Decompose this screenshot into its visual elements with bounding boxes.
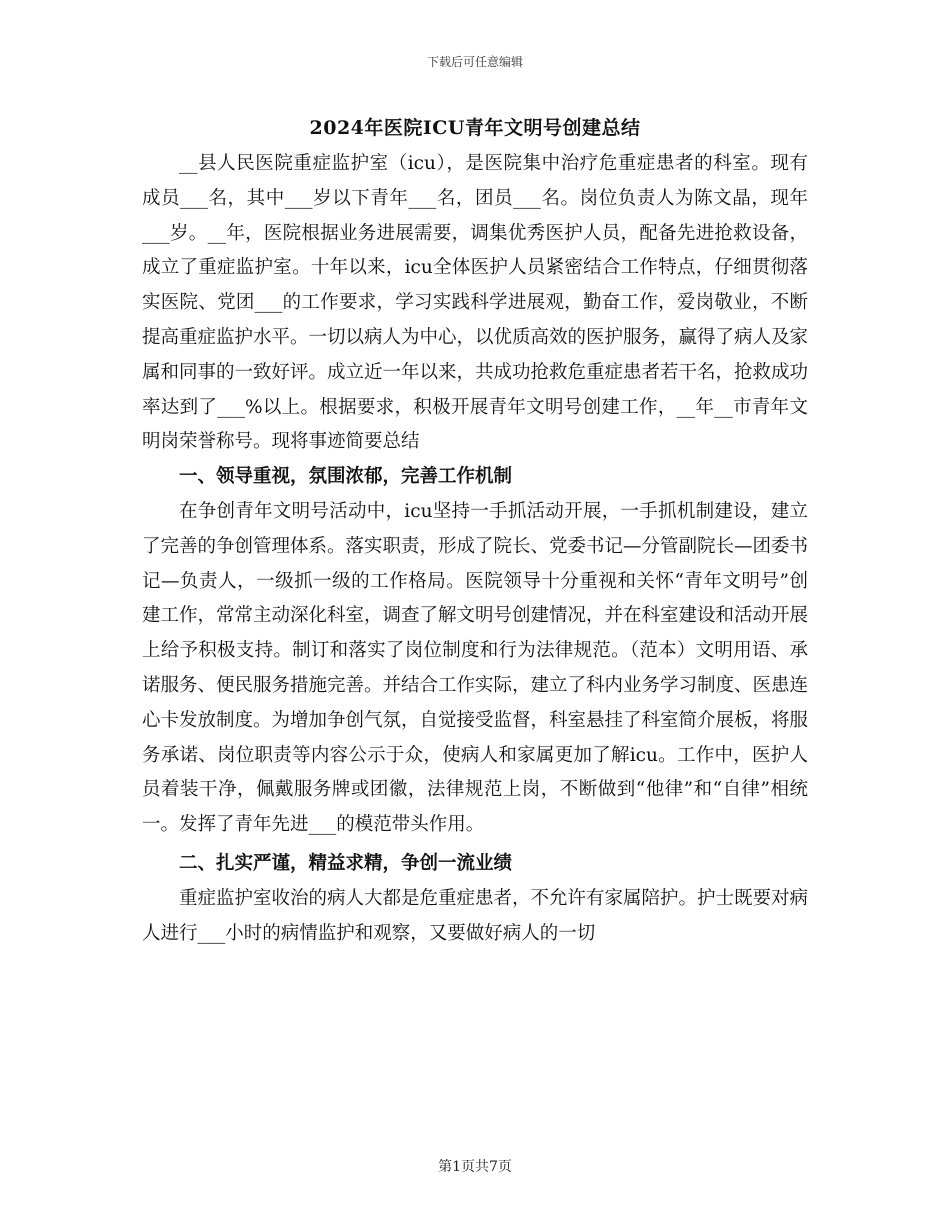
section-2-heading: 二、扎实严谨，精益求精，争创一流业绩 — [179, 852, 513, 874]
document-body — [142, 147, 808, 951]
page-number: 第1页共7页 — [438, 1159, 512, 1175]
section-1-heading: 一、领导重视，氛围浓郁，完善工作机制 — [179, 466, 513, 488]
intro-paragraph: __县人民医院重症监护室（icu），是医院集中治疗危重症患者的科室。现有成员___名，其中___岁以下青年___名，团员___名。岗位负责人为陈文晶，现年___岁。__年，医院根据业务进展需要，调集优秀医护人员，配备先进抢救设备，成立了重症监护室。十年以来，icu全体医护人员紧密结合工作特点，仔细贯彻落实医院、党团___的工作要求，学习实践科学进展观，勤奋工作，爱岗敬业，不断提高重症监护水平。一切以病人为中心，以优质高效的医护服务，赢得了病人及家属和同事的一致好评。成立近一年以来，共成功抢救危重症患者若干名，抢救成功率达到了___%以上。根据要求，积极开展青年文明号创建工作，__年__市青年文明岗荣誉称号。现将事迹简要总结 — [142, 153, 809, 453]
section-1-paragraph: 在争创青年文明号活动中，icu坚持一手抓活动开展，一手抓机制建设，建立了完善的争创管理体系。落实职责，形成了院长、党委书记—分管副院长—团委书记—负责人，一级抓一级的工作格局。医院领导十分重视和关怀“青年文明号”创建工作，常常主动深化科室，调查了解文明号创建情况，并在科室建设和活动开展上给予积极支持。制订和落实了岗位制度和行为法律规范。（范本）文明用语、承诺服务、便民服务措施完善。并结合工作实际，建立了科内业务学习制度、医患连心卡发放制度。为增加争创气氛，自觉接受监督，科室悬挂了科室简介展板，将服务承诺、岗位职责等内容公示于众，使病人和家属更加了解icu。工作中，医护人员着装干净，佩戴服务牌或团徽，法律规范上岗，不断做到“他律”和“自律”相统一。发挥了青年先进___的模范带头作用。 — [142, 500, 809, 836]
document-title: 2024年医院ICU青年文明号创建总结 — [309, 117, 641, 139]
section-2-paragraph: 重症监护室收治的病人大都是危重症患者，不允许有家属陪护。护士既要对病人进行___小时的病情监护和观察，又要做好病人的一切 — [142, 887, 809, 944]
page-header-note: 下载后可任意编辑 — [426, 55, 523, 69]
